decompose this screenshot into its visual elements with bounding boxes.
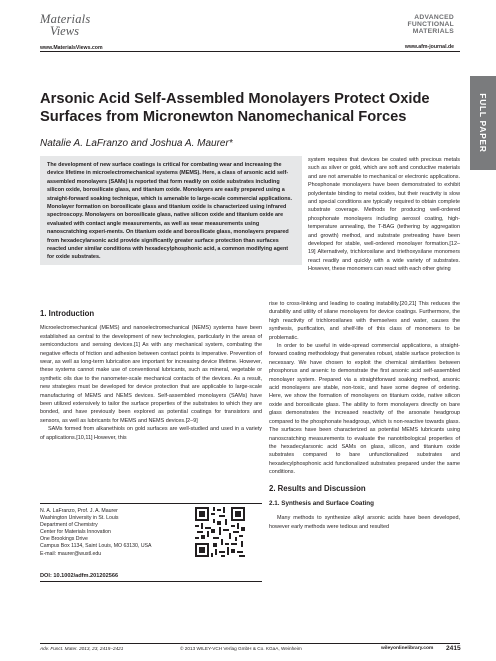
afm-logo-line-1: ADVANCED xyxy=(414,14,454,21)
abstract-text: The development of new surface coatings is critical for combating wear and increasing the device lifetime in microelectromechanical systems (MEMS). Here, a class of arsonic acid self-assembled monolayers (SAMs) is reported that form readily on oxide substrates including silicon oxide, borosilicate glass, and titanium oxide. Monolayers are easily prepared using a straight-forward soaking technique, which is amenable to large-scale commercial applications. Monolayer formation on borosilicate glass and titanium oxide is characterized using infrared spectroscopy. Monolayers on borosilicate glass, native silicon oxide and titanium oxide are evaluated with contact angle measurements, as well as wear measurements using nanoscratching experi-ments. On titanium oxide and borosilicate glass, monolayers prepared from hexadecylarsonic acid provide significantly greater surface protection than surfaces reacted under similar conditions with hexadecylphosphonic acid, a common modifying agent for oxide substrates. xyxy=(47,162,293,261)
logo-line-2: Views xyxy=(50,24,79,38)
abstract-box xyxy=(40,156,302,265)
afm-logo-line-3: MATERIALS xyxy=(412,28,454,35)
logo-line-1: Materials xyxy=(40,12,91,26)
title-line-1: Arsonic Acid Self-Assembled Monolayers Protect Oxide xyxy=(40,91,430,107)
paragraph: SAMs formed from alkanethiols on gold surfaces are well-studied and used in a variety of applications.[10,11] However, this xyxy=(40,426,262,441)
article-title xyxy=(40,90,460,126)
qr-code-icon[interactable] xyxy=(195,507,245,557)
authors: Natalie A. LaFranzo and Joshua A. Maurer* xyxy=(40,138,233,149)
doi-rule xyxy=(40,581,262,582)
footer-rule xyxy=(40,643,460,644)
affiliation-line: Department of Chemistry xyxy=(40,522,98,529)
footer-site[interactable]: wileyonlinelibrary.com xyxy=(381,646,434,651)
section-heading: 1. Introduction xyxy=(40,309,95,318)
left-column xyxy=(40,310,262,442)
subsection-heading: 2.1. Synthesis and Surface Coating xyxy=(269,499,374,507)
title-line-2: Surfaces from Micronewton Nanomechanical Forces xyxy=(40,109,407,125)
section-tab-label: FULL PAPER xyxy=(478,93,488,153)
paragraph: Many methods to synthesize alkyl arsonic acids have been developed, however early methods were tedious and resulted xyxy=(269,515,460,530)
affiliation-line: Washington University in St. Louis xyxy=(40,515,119,522)
affiliation-line: Center for Materials Innovation xyxy=(40,529,111,536)
materials-views-logo xyxy=(40,13,98,39)
paragraph: In order to be useful in wide-spread commercial applications, a straight-forward coating methodology that generates robust, stable surface protection is necessary. We have chosen to exploit the chemical similarities between phosphorus and arsenic to demonstrate the first arsonic acid self-assembled monolayer system. Prepared via a straightforward soaking method, arsonic acid monolayers are stable, non-toxic, and have some degree of ordering. Here, we show the formation of monolayers on titanium oxide, native silicon oxide and borosilicate glass. The ability to form monolayers directly on bare glass demonstrates the increased reactivity of the arsonate headgroup compared to the phosphonate headgroup, which is non-reactive towards glass. The surfaces have been characterized as potential MEMS lubricants using nanoscratching measurements to evaluate the nanotribological properties of the hexadecylarsonic acid SAMs on glass, silicon, and titanium oxide substrates compared to bare unfunctionalized substrates and hexadecylphosphonic acid functionalized substrates prepared under the same conditions. xyxy=(269,343,460,476)
footer-citation: Adv. Funct. Mater. 2013, 23, 2415–2421 xyxy=(40,646,124,651)
section-tab xyxy=(470,76,496,170)
page-number: 2415 xyxy=(446,645,461,652)
affiliation-line: N. A. LaFranzo, Prof. J. A. Maurer xyxy=(40,508,118,514)
materials-views-url[interactable]: www.MaterialsViews.com xyxy=(40,45,103,51)
affiliation-rule xyxy=(40,503,262,504)
right-column-top xyxy=(308,156,460,274)
footer-copyright: © 2013 WILEY-VCH Verlag GmbH & Co. KGaA, Weinheim xyxy=(180,646,302,651)
header-rule xyxy=(40,51,460,52)
affiliation-line: One Brookings Drive xyxy=(40,536,88,543)
affiliation-line: Campus Box 1134, Saint Louis, MO 63130, USA xyxy=(40,543,152,550)
paragraph: Microelectromechanical (MEMS) and nanoelectromechanical (NEMS) systems have been established as central to the development of new technologies, particularly in the areas of semiconductors and sensing devices.[1] As with any mechanical system, combating the negative effects of friction and adhesion between contact points is imperative. Prevention of wear, as well as long-term lubrication are important for increasing device lifetime. However, these systems cannot make use of conventional lubricants, such as mineral, vegetable or synthetic oils due to the nanometer-scale mechanical contacts of the devices. As a result, new strategies must be developed for device protection that are applicable to large-scale manufacturing of MEMS and NEMS devices. Self-assembled monolayers (SAMs) have been utilized extensively to tailor the surface properties of the substrates to which they are bonded, and have previously been explored as potential coatings for transistors and sensors, as well as lubricants for MEMS and NEMS devices.[2–9] xyxy=(40,325,262,424)
section-heading: 2. Results and Discussion xyxy=(269,483,366,493)
affiliation xyxy=(40,508,152,558)
doi[interactable]: DOI: 10.1002/adfm.201202566 xyxy=(40,573,119,579)
afm-logo xyxy=(408,14,454,35)
paragraph: system requires that devices be coated with precious metals such as silver or gold, which are soft and conductive materials and are not amenable to mechanical or electronic applications. Phosphonate monolayers have been demonstrated to exhibit polydentate binding to metal oxides, but their reactivity is slow and special conditions are typically required to obtain complete substrate coverage. Methods for producing well-ordered phosphonate monolayers including aerosol coating, high-temperature annealing, the T-BAG (tethering by aggregation and growth) method, and substrate pretreating have been developed for stable, well-ordered monolayer formation.[12–19] Alternatively, trichlorosilane and triethoxysilane monomers react readily and quickly with a wide variety of substrates. However, these monomers can react with each other giving xyxy=(308,157,460,273)
affiliation-email[interactable]: E-mail: maurer@wustl.edu xyxy=(40,550,102,557)
afm-url[interactable]: www.afm-journal.de xyxy=(404,44,454,50)
right-column xyxy=(269,300,460,531)
paragraph: rise to cross-linking and leading to coating instability.[20,21] This reduces the durability and utility of silane monolayers for device coatings. Furthermore, the high reactivity of trichlorosilanes with themselves and water, causes the synthesis, purification, and shelf-life of this class of monomers to be problematic. xyxy=(269,301,460,341)
afm-logo-line-2: FUNCTIONAL xyxy=(407,21,454,28)
